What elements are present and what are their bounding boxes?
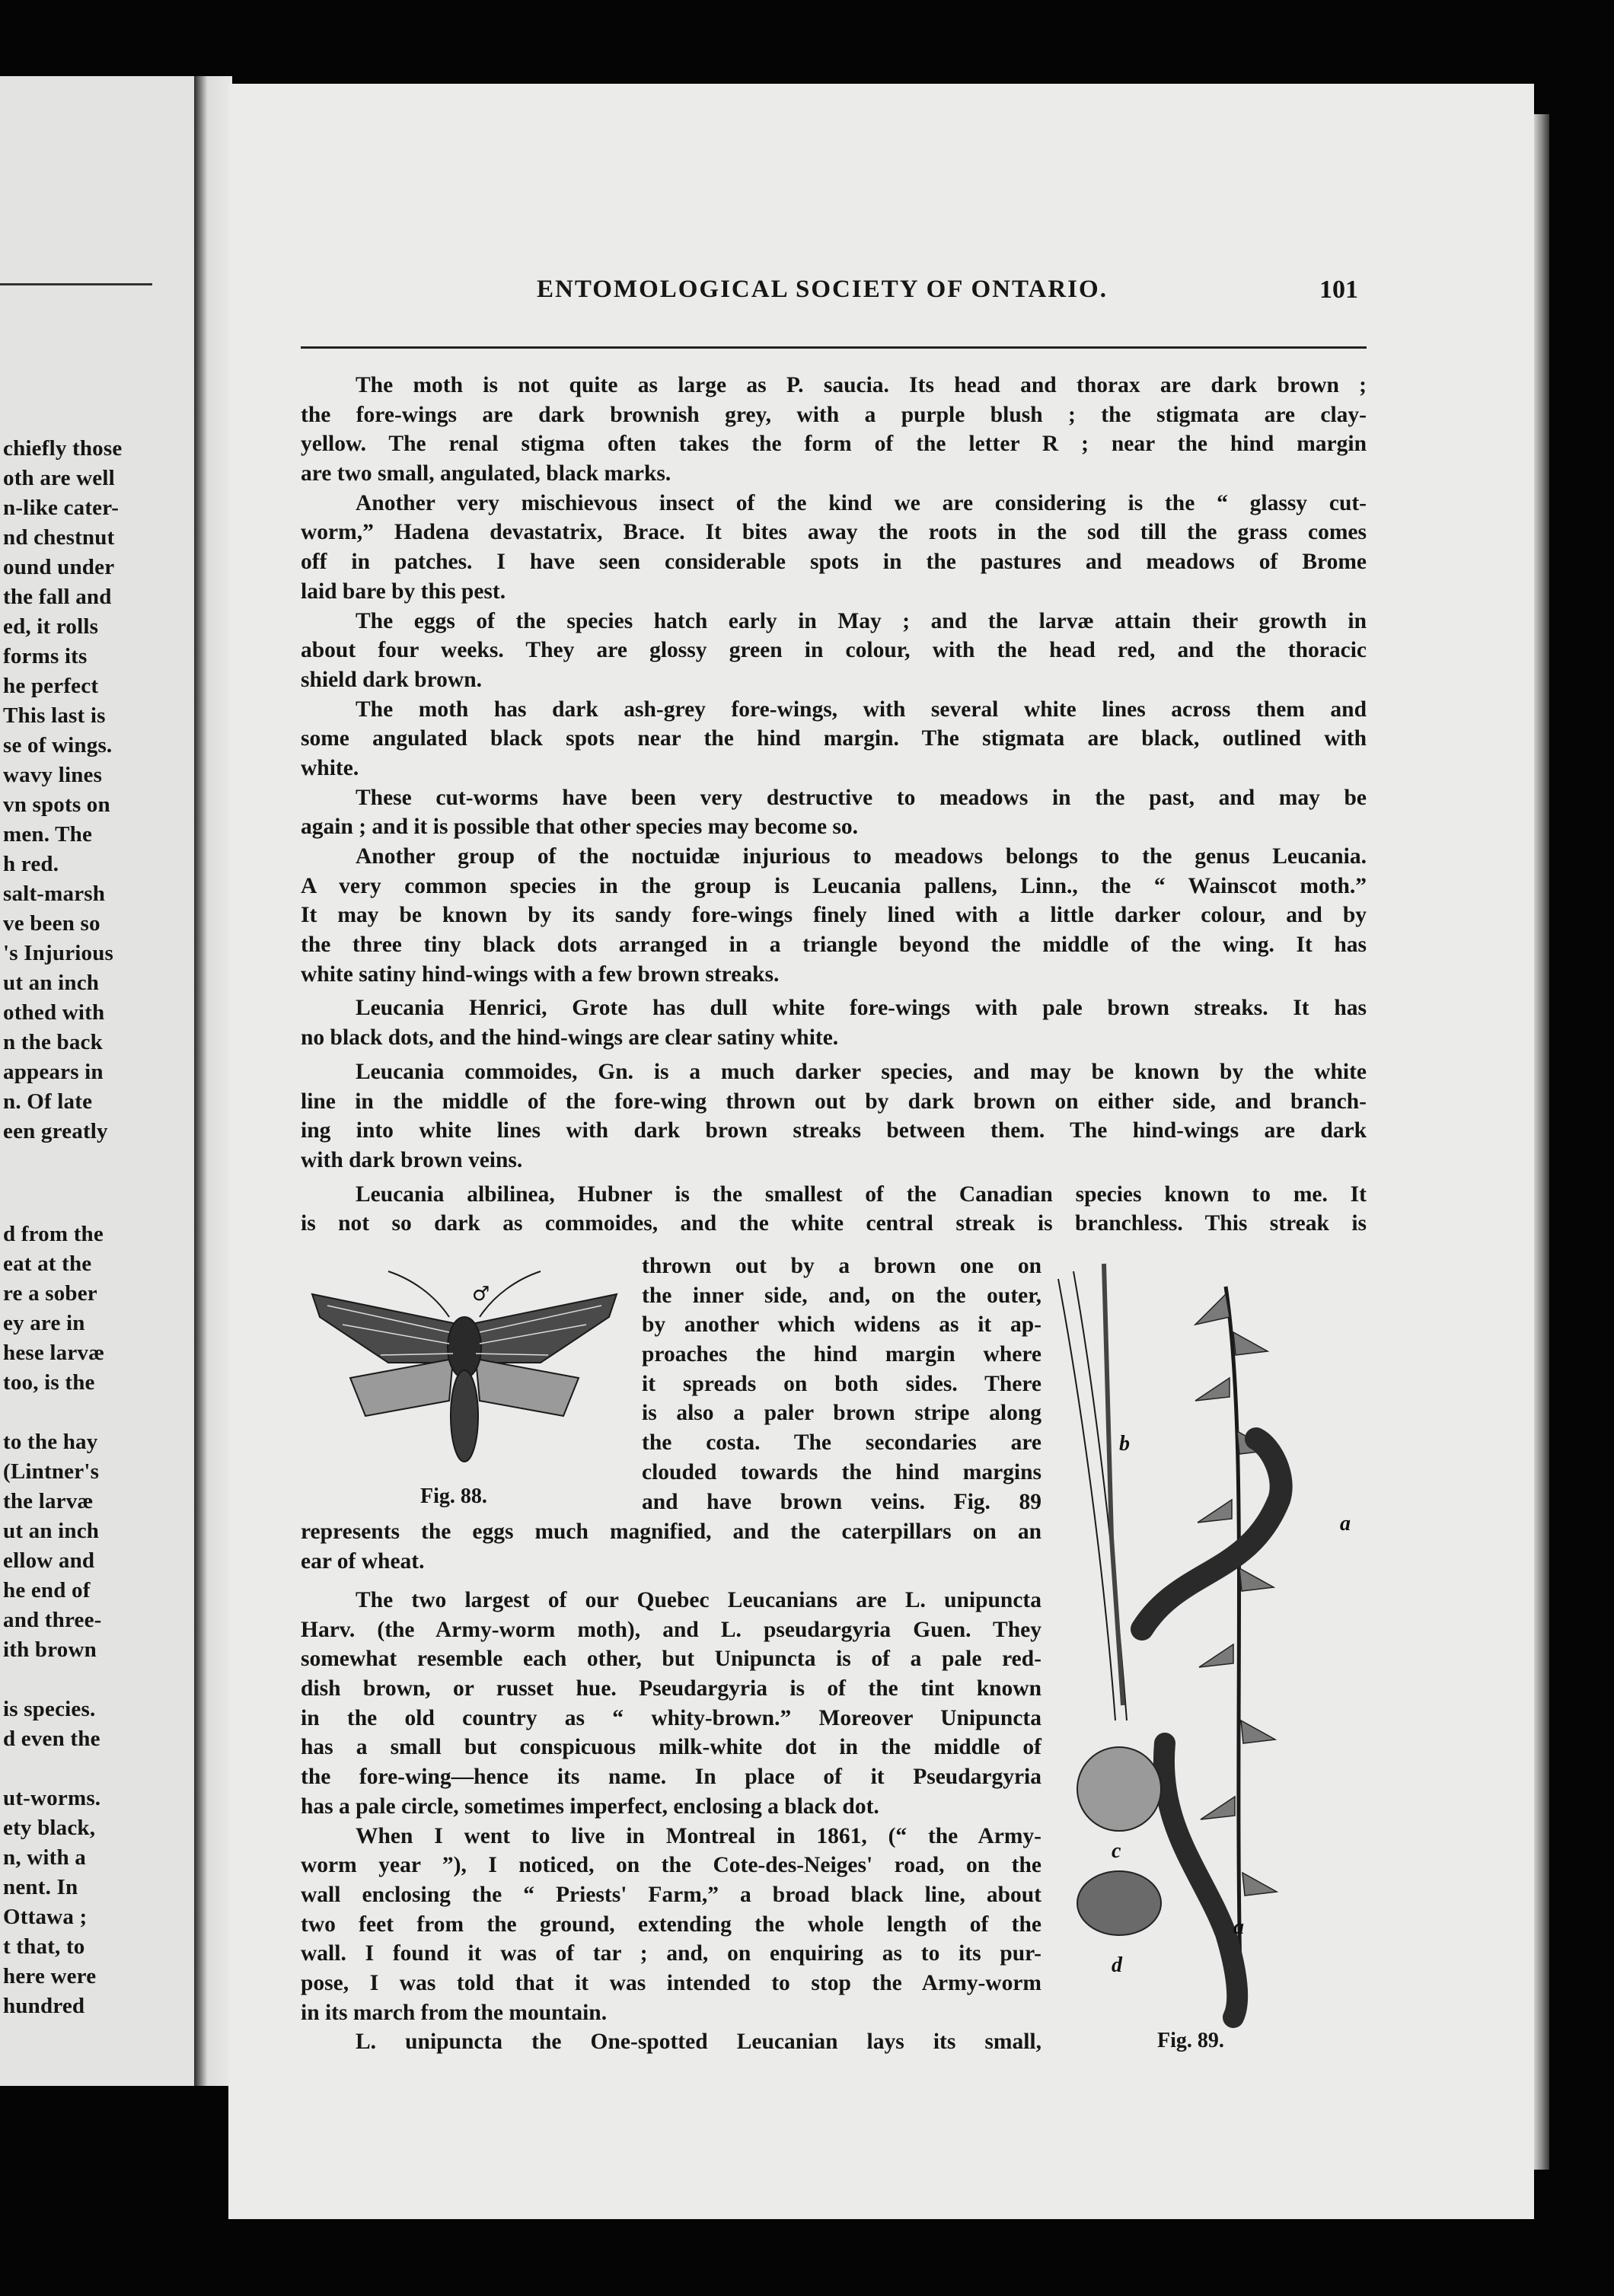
label-b: b [1119,1432,1130,1456]
left-page-line: he end of [3,1578,91,1602]
text-line: Leucania albilinea, Hubner is the smallest of the Canadian species known to me. It [356,1181,1367,1207]
left-page-line: he perfect [3,674,99,698]
text-after-fig88 [301,1517,1041,1576]
page-edge [1534,114,1549,2170]
text-line: proaches the hind margin where [642,1342,1041,1367]
text-line: represents the eggs much magnified, and the caterpillars on an [301,1520,1041,1544]
text-line: the costa. The secondaries are [642,1430,1041,1456]
text-line: again ; and it is possible that other species may become so. [301,815,859,840]
left-page-line: ut an inch [3,1519,100,1543]
male-symbol: ♂ [472,1283,490,1306]
left-page-line: ed, it rolls [3,614,99,639]
text-column-fig88 [642,1252,1041,1516]
figure-89-caption: Fig. 89. [1157,2029,1224,2052]
text-line: shield dark brown. [301,667,482,692]
text-line: A very common species in the group is Leucania pallens, Linn., the “ Wainscot moth.” [301,873,1367,898]
text-line: somewhat resemble each other, but Unipuncta is of a pale red- [301,1647,1041,1672]
left-page-line: too, is the [3,1370,95,1395]
text-line: Another group of the noctuidæ injurious to meadows belongs to the genus Leucania. [356,844,1367,869]
text-line: off in patches. I have seen considerable spots in the pastures and meadows of Brome [301,550,1367,575]
left-page-line: se of wings. [3,733,113,757]
text-line: it spreads on both sides. There [642,1371,1041,1396]
left-page-line: is species. [3,1697,96,1721]
left-page-line: ety black, [3,1816,96,1840]
text-line: two feet from the ground, extending the whole length of the [301,1912,1041,1937]
text-line: some angulated black spots near the hind margin. The stigmata are black, outlined with [301,726,1367,751]
left-page-line: t that, to [3,1934,85,1959]
left-page-line: n, with a [3,1845,86,1870]
left-page-line: ut-worms. [3,1786,101,1810]
left-page-line: nent. In [3,1875,78,1899]
label-d: d [1112,1953,1122,1977]
left-page-line: ith brown [3,1637,97,1662]
left-page-line: (Lintner's [3,1459,100,1484]
left-page-line: hundred [3,1994,85,2018]
text-line: yellow. The renal stigma often takes the form of the letter R ; near the hind margin [301,432,1367,457]
left-page-line: n the back [3,1030,103,1054]
left-page-line: d even the [3,1727,100,1751]
left-page-line: forms its [3,644,88,668]
left-page-line: re a sober [3,1281,97,1306]
left-page-line: wavy lines [3,763,103,787]
text-line: are two small, angulated, black marks. [301,461,671,486]
left-page-line: men. The [3,822,93,847]
left-page-gap [3,1146,194,1220]
text-line: L. unipuncta the One-spotted Leucanian lays its small, [356,2030,1041,2055]
text-line: When I went to live in Montreal in 1861, (“ the Army- [356,1823,1041,1848]
text-line: The moth is not quite as large as P. saucia. Its head and thorax are dark brown ; [356,373,1367,397]
text-line: The two largest of our Quebec Leucanians are L. unipuncta [356,1588,1041,1612]
left-page-line: n. Of late [3,1089,93,1114]
left-page-line: appears in [3,1060,104,1084]
article-body [301,371,1367,1239]
wheat-caterpillar-figure [1051,1248,1386,2033]
text-line: These cut-worms have been very destructive to meadows in the past, and may be [356,785,1367,810]
figure-88-caption: Fig. 88. [420,1484,487,1508]
left-page-line: and three- [3,1608,102,1632]
left-page-line: eat at the [3,1252,92,1276]
text-line: line in the middle of the fore-wing thrown out by dark brown on either side, and branch- [301,1089,1367,1114]
text-line: worm,” Hadena devastatrix, Brace. It bites away the roots in the sod till the grass comes [301,520,1367,545]
text-line: in the old country as “ whity-brown.” Moreover Unipuncta [301,1705,1041,1730]
left-page-line: ound under [3,555,115,579]
left-page-line: vn spots on [3,792,110,817]
header-rule [301,346,1367,349]
left-page-line: chiefly those [3,436,123,461]
left-facing-page [0,76,194,2086]
text-line: ear of wheat. [301,1548,425,1574]
text-line: is not so dark as commoides, and the white central streak is branchless. This streak is [301,1211,1367,1236]
moth-figure [297,1264,632,1492]
text-line: the fore-wing—hence its name. In place of it Pseudargyria [301,1765,1041,1790]
left-page-line: ve been so [3,911,100,936]
text-line: Harv. (the Army-worm moth), and L. pseudargyria Guen. They [301,1617,1041,1642]
text-line: no black dots, and the hind-wings are clear satiny white. [301,1025,839,1051]
text-line: with dark brown veins. [301,1147,523,1172]
book-gutter [194,76,232,2086]
page-number: 101 [1319,276,1358,304]
text-line: wall enclosing the “ Priests' Farm,” a broad black line, about [301,1882,1041,1907]
text-line: The moth has dark ash-grey fore-wings, with several white lines across them and [356,697,1367,722]
text-line: in its march from the mountain. [301,2000,608,2025]
text-line: white. [301,755,359,780]
left-page-rule [0,283,152,285]
text-line: dish brown, or russet hue. Pseudargyria is of the tint known [301,1676,1041,1701]
text-line: worm year ”), I noticed, on the Cote-des-Neiges' road, on the [301,1853,1041,1878]
text-line: is also a paler brown stripe along [642,1401,1041,1426]
text-line: white satiny hind-wings with a few brown streaks. [301,961,780,987]
text-line: the inner side, and, on the outer, [642,1283,1041,1308]
left-page-line: hese larvæ [3,1341,105,1365]
text-line: about four weeks. They are glossy green in colour, with the head red, and the thoracic [301,638,1367,663]
left-page-text [3,434,194,2021]
left-page-line: een greatly [3,1119,108,1143]
label-a-bottom: a [1233,1915,1244,1939]
text-line: the three tiny black dots arranged in a triangle beyond the middle of the wing. It has [301,933,1367,958]
text-line: laid bare by this pest. [301,579,506,604]
left-page-line [3,1754,194,1784]
text-column-fig89 [301,1586,1041,2057]
left-page-line [3,1398,194,1427]
text-line: and have brown veins. Fig. 89 [642,1489,1041,1514]
text-line: the fore-wings are dark brownish grey, with a purple blush ; the stigmata are clay- [301,402,1367,427]
text-line: pose, I was told that it was intended to stop the Army-worm [301,1970,1041,1995]
text-line: by another which widens as it ap- [642,1312,1041,1338]
text-line: has a pale circle, sometimes imperfect, enclosing a black dot. [301,1794,879,1819]
text-line: clouded towards the hind margins [642,1459,1041,1484]
left-page-line: ut an inch [3,971,100,995]
text-line: ing into white lines with dark brown streaks between them. The hind-wings are dark [301,1118,1367,1143]
left-page-line: ey are in [3,1311,85,1335]
left-page-line: d from the [3,1222,104,1246]
left-page-line: n-like cater- [3,496,120,520]
left-page-line: othed with [3,1000,105,1025]
left-page-line: This last is [3,703,106,728]
left-page-line: to the hay [3,1430,98,1454]
text-line: The eggs of the species hatch early in May ; and the larvæ attain their growth in [356,608,1367,633]
text-line: wall. I found it was of tar ; and, on enquiring as to its pur- [301,1941,1041,1966]
text-line: Leucania Henrici, Grote has dull white fore-wings with pale brown streaks. It has [356,996,1367,1021]
text-line: Leucania commoides, Gn. is a much darker species, and may be known by the white [356,1059,1367,1084]
text-line: Another very mischievous insect of the kind we are considering is the “ glassy cut- [356,490,1367,515]
left-page-line: the larvæ [3,1489,94,1513]
left-page-line: Ottawa ; [3,1905,88,1929]
text-line: It may be known by its sandy fore-wings finely lined with a little darker colour, and by [301,903,1367,928]
left-page-line: nd chestnut [3,525,115,550]
left-page-line: oth are well [3,466,115,490]
running-header: ENTOMOLOGICAL SOCIETY OF ONTARIO. [537,276,1108,303]
left-page-line: salt-marsh [3,882,106,906]
left-page-line: ellow and [3,1548,95,1573]
left-page-line: h red. [3,852,59,876]
left-page-line: here were [3,1964,97,1988]
text-line: has a small but conspicuous milk-white dot in the middle of [301,1735,1041,1760]
left-page-line: 's Injurious [3,941,114,965]
left-page-line: the fall and [3,585,112,609]
label-a-top: a [1340,1512,1351,1535]
left-page-line [3,1665,194,1695]
label-c: c [1112,1839,1121,1863]
text-line: thrown out by a brown one on [642,1254,1041,1278]
